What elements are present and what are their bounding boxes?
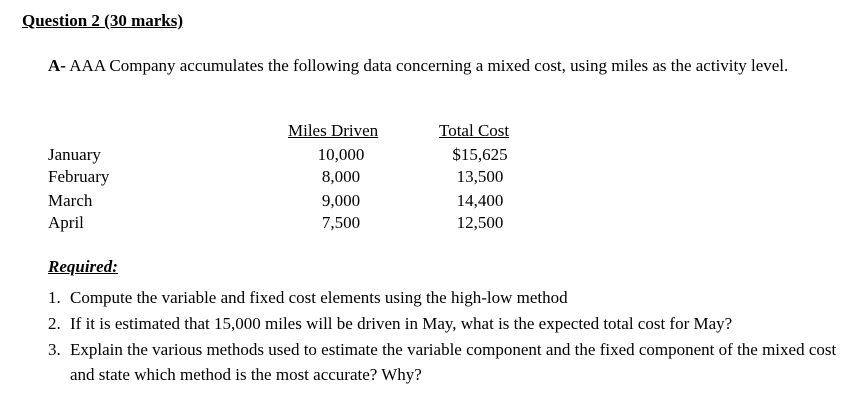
item-text: Explain the various methods used to estimate the variable component and the fixed component of the mixed cost and state which method is the most accurate? Why? [70,340,837,384]
miles-cell: 10,000 [317,145,365,164]
month-cell: April [48,213,84,232]
total-cost-header: Total Cost [439,121,510,140]
required-list [48,285,838,388]
list-item [48,285,838,310]
intro-text: AAA Company accumulates the following data concerning a mixed cost, using miles as the activity level. [65,56,789,75]
item-text: Compute the variable and fixed cost elements using the high-low method [70,288,568,307]
month-cell: March [48,191,93,210]
miles-cell: 8,000 [321,167,361,186]
cost-cell: 13,500 [456,167,504,186]
miles-cell: 9,000 [321,191,361,210]
miles-driven-header: Miles Driven [288,121,379,140]
item-number: 1. [48,288,61,307]
cost-cell: 12,500 [456,213,504,232]
miles-cell: 7,500 [321,213,361,232]
month-cell: January [48,145,101,164]
part-label: A- [48,56,66,75]
intro-paragraph [48,52,828,79]
required-heading: Required: [48,257,118,276]
list-item [48,337,838,387]
cost-cell: 14,400 [456,191,504,210]
item-text: If it is estimated that 15,000 miles will be driven in May, what is the expected total cost for May? [70,314,733,333]
item-number: 3. [48,340,61,359]
question-heading: Question 2 (30 marks) [22,11,184,30]
month-cell: February [48,167,110,186]
item-number: 2. [48,314,61,333]
list-item [48,311,838,336]
cost-cell: $15,625 [452,145,508,164]
